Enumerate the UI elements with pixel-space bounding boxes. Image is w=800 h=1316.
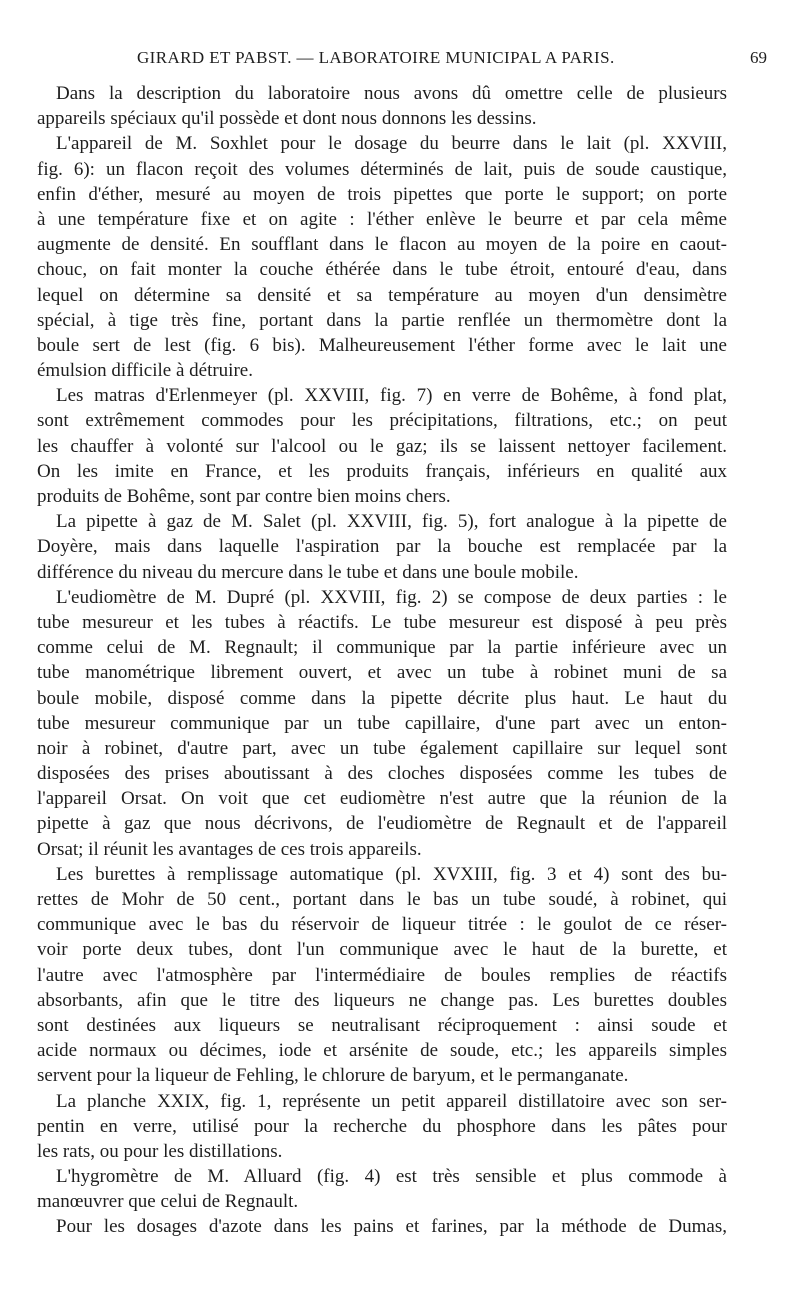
text-line: à une température fixe et on agite : l'éther enlève le beurre et par cela même	[37, 208, 727, 230]
text-line: sont destinées aux liqueurs se neutralisant réciproquement : ainsi soude et	[37, 1014, 727, 1036]
text-line: appareils spéciaux qu'il possède et dont nous donnons les dessins.	[37, 108, 537, 130]
text-line: tube mesureur et les tubes à réactifs. Le tube mesureur est disposé à peu près	[37, 611, 727, 633]
text-line: Les matras d'Erlenmeyer (pl. XXVIII, fig. 7) en verre de Bohême, à fond plat,	[56, 385, 727, 407]
text-line: l'appareil Orsat. On voit que cet eudiomètre n'est autre que la réunion de la	[37, 788, 727, 810]
text-line: lequel on détermine sa densité et sa température au moyen d'un densimètre	[37, 284, 727, 306]
text-line: émulsion difficile à détruire.	[37, 360, 253, 382]
text-line: absorbants, afin que le titre des liqueurs ne change pas. Les burettes doubles	[37, 989, 727, 1011]
text-line: L'appareil de M. Soxhlet pour le dosage du beurre dans le lait (pl. XXVIII,	[56, 133, 727, 155]
body-text	[37, 81, 727, 1240]
running-title: GIRARD ET PABST. — LABORATOIRE MUNICIPAL A PARIS.	[137, 48, 615, 67]
text-line: Orsat; il réunit les avantages de ces trois appareils.	[37, 838, 422, 860]
text-line: acide normaux ou décimes, iode et arsénite de soude, etc.; les appareils simples	[37, 1040, 727, 1062]
text-line: enfin d'éther, mesuré au moyen de trois pipettes que porte le support; on porte	[37, 183, 727, 205]
page-header	[37, 48, 767, 74]
text-line: pipette à gaz que nous décrivons, de l'eudiomètre de Regnault et de l'appareil	[37, 813, 727, 835]
text-line: La pipette à gaz de M. Salet (pl. XXVIII, fig. 5), fort analogue à la pipette de	[56, 511, 727, 533]
text-line: tube manométrique librement ouvert, et avec un tube à robinet muni de sa	[37, 662, 727, 684]
text-line: augmente de densité. En soufflant dans le flacon au moyen de la poire en caout-	[37, 234, 727, 256]
text-line: fig. 6): un flacon reçoit des volumes déterminés de lait, puis de soude caustique,	[37, 158, 727, 180]
text-line: manœuvrer que celui de Regnault.	[37, 1191, 299, 1213]
text-line: les chauffer à volonté sur l'alcool ou le gaz; ils se laissent nettoyer facilement.	[37, 435, 727, 457]
text-line: La planche XXIX, fig. 1, représente un petit appareil distillatoire avec son ser-	[56, 1090, 727, 1112]
text-line: pentin en verre, utilisé pour la recherche du phosphore dans les pâtes pour	[37, 1115, 727, 1137]
text-line: Les burettes à remplissage automatique (pl. XVXIII, fig. 3 et 4) sont des bu-	[56, 863, 727, 885]
text-line: tube mesureur communique par un tube capillaire, d'une part avec un enton-	[37, 712, 727, 734]
text-line: L'eudiomètre de M. Dupré (pl. XXVIII, fig. 2) se compose de deux parties : le	[56, 586, 727, 608]
text-line: l'autre avec l'atmosphère par l'intermédiaire de boules remplies de réactifs	[37, 964, 727, 986]
text-line: comme celui de M. Regnault; il communique par la partie inférieure avec un	[37, 637, 727, 659]
text-line: Pour les dosages d'azote dans les pains et farines, par la méthode de Dumas,	[56, 1216, 727, 1238]
text-line: On les imite en France, et les produits français, inférieurs en qualité aux	[37, 460, 727, 482]
text-line: Doyère, mais dans laquelle l'aspiration par la bouche est remplacée par la	[37, 536, 727, 558]
text-line: sont extrêmement commodes pour les précipitations, filtrations, etc.; on peut	[37, 410, 727, 432]
text-line: rettes de Mohr de 50 cent., portant dans le bas un tube soudé, à robinet, qui	[37, 889, 727, 910]
text-line: spécial, à tige très fine, portant dans la partie renflée un thermomètre dont la	[37, 309, 727, 331]
text-line: les rats, ou pour les distillations.	[37, 1140, 283, 1162]
text-line: voir porte deux tubes, dont l'un communique avec le haut de la burette, et	[37, 939, 727, 961]
text-line: communique avec le bas du réservoir de liqueur titrée : le goulot de ce réser-	[37, 914, 727, 936]
text-line: produits de Bohême, sont par contre bien moins chers.	[37, 486, 451, 507]
text-line: boule mobile, disposé comme dans la pipette décrite plus haut. Le haut du	[37, 687, 727, 709]
text-line: noir à robinet, d'autre part, avec un tube également capillaire sur lequel sont	[37, 737, 727, 759]
text-line: Dans la description du laboratoire nous avons dû omettre celle de plusieurs	[56, 83, 727, 104]
text-line: chouc, on fait monter la couche éthérée dans le tube étroit, entouré d'eau, dans	[37, 259, 727, 281]
text-line: différence du niveau du mercure dans le tube et dans une boule mobile.	[37, 561, 579, 583]
text-line: servent pour la liqueur de Fehling, le chlorure de baryum, et le permanganate.	[37, 1065, 629, 1087]
page-number: 69	[750, 48, 767, 67]
text-line: L'hygromètre de M. Alluard (fig. 4) est très sensible et plus commode à	[56, 1166, 727, 1188]
text-line: disposées des prises aboutissant à des cloches disposées comme les tubes de	[37, 763, 727, 785]
text-line: boule sert de lest (fig. 6 bis). Malheureusement l'éther forme avec le lait une	[37, 334, 727, 356]
